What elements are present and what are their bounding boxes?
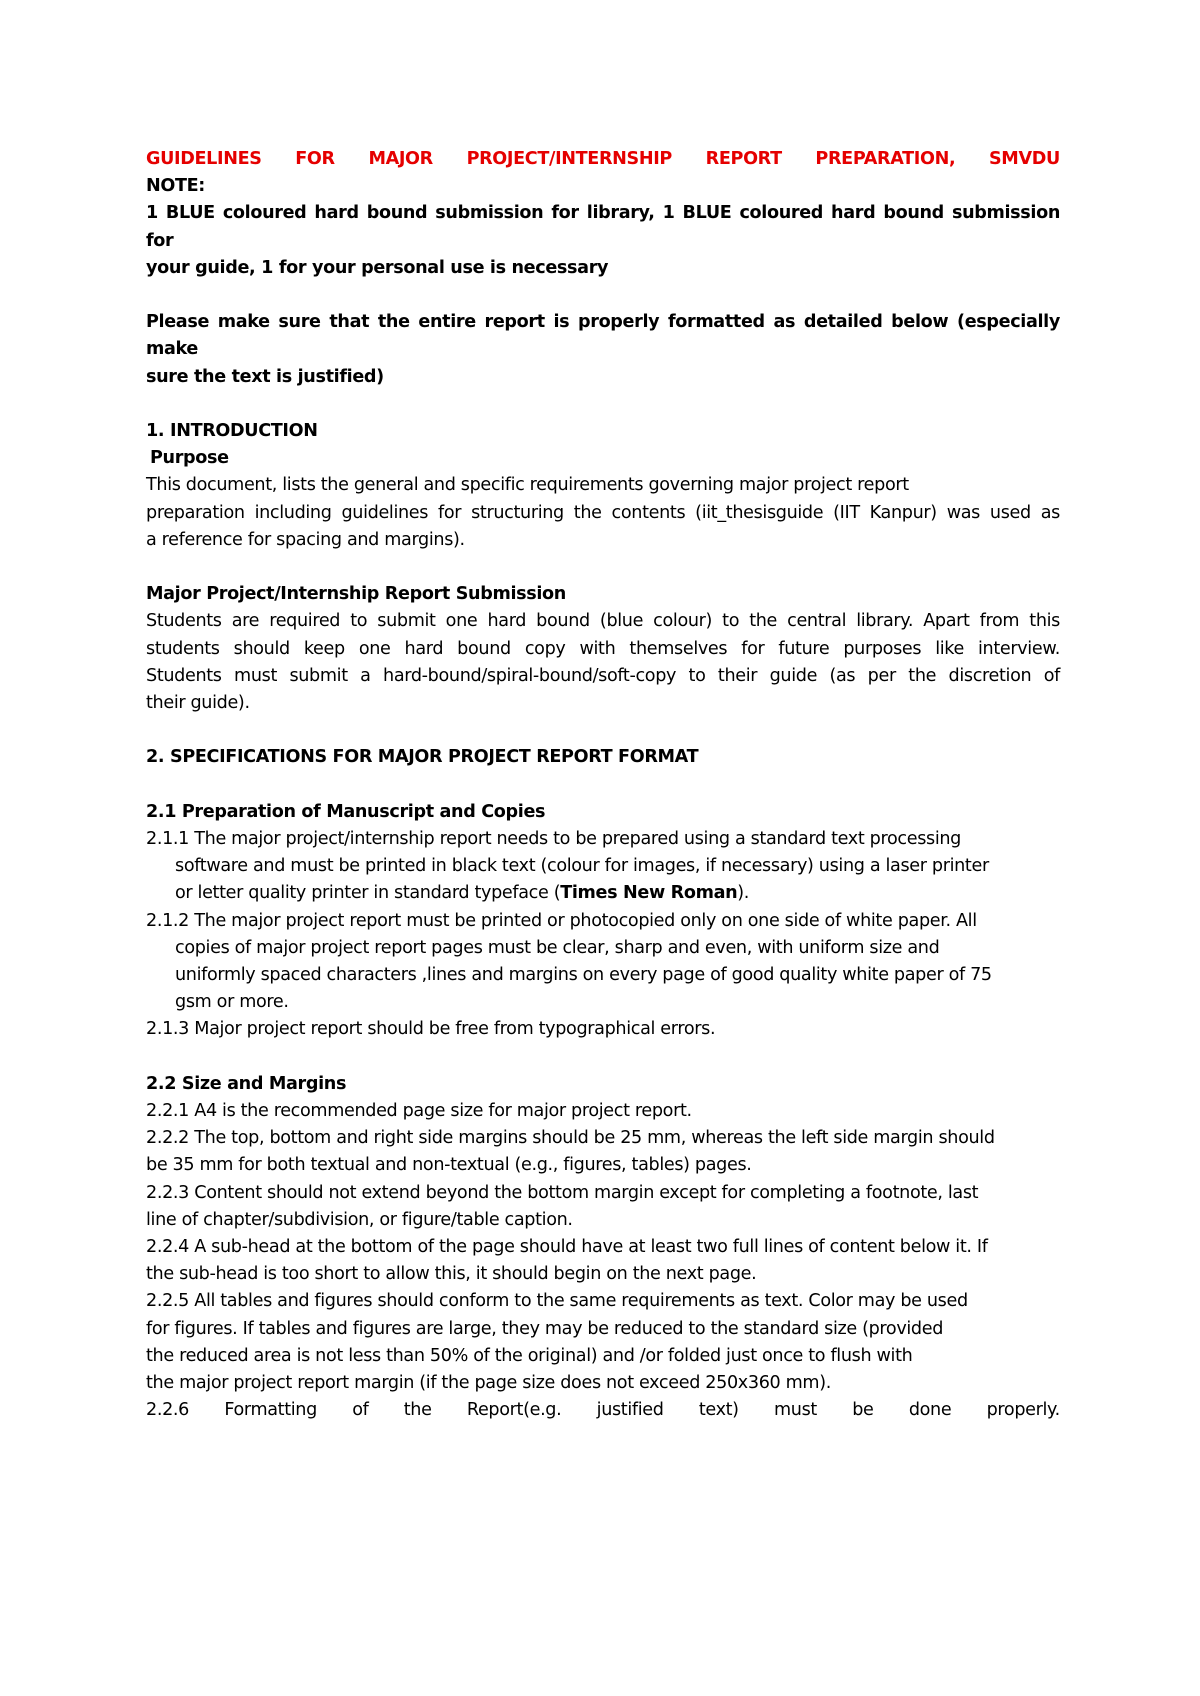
list-item-line: copies of major project report pages must be clear, sharp and even, with uniform size and: [175, 937, 940, 958]
word: Report(e.g.: [466, 1400, 562, 1421]
list-item-line: uniformly spaced characters ,lines and margins on every page of good quality white paper of 75: [175, 965, 992, 986]
note-line: your guide, 1 for your personal use is necessary: [146, 257, 609, 278]
list-item-text: or letter quality printer in standard typeface (: [175, 883, 561, 904]
format-instruction: Please make sure that the entire report is properly formatted as detailed below (especially make: [146, 312, 1060, 360]
format-instruction: sure the text is justified): [146, 366, 384, 387]
paragraph-line: a reference for spacing and margins).: [146, 529, 465, 550]
word: justified: [596, 1400, 664, 1421]
list-item-line: 2.2.5 All tables and figures should conform to the same requirements as text. Color may be used: [146, 1291, 968, 1312]
list-item-line: the reduced area is not less than 50% of the original) and /or folded just once to flush with: [146, 1345, 913, 1366]
title-word: PROJECT/INTERNSHIP: [466, 149, 672, 169]
title-word: REPORT: [705, 149, 782, 169]
title-word: GUIDELINES: [146, 149, 262, 169]
list-item-line: 2.1.1 The major project/internship report needs to be prepared using a standard text processing: [146, 829, 961, 849]
list-item-line: gsm or more.: [175, 992, 289, 1013]
list-item-line: 2.2.1 A4 is the recommended page size for major project report.: [146, 1101, 692, 1122]
paragraph-line: students should keep one hard bound copy with themselves for future purposes like interview.: [146, 638, 1060, 659]
subheading-purpose: Purpose: [150, 448, 229, 469]
word: be: [852, 1400, 874, 1421]
list-item-line: be 35 mm for both textual and non-textual (e.g., figures, tables) pages.: [146, 1155, 752, 1176]
list-item-line: 2.1.3 Major project report should be free from typographical errors.: [146, 1019, 716, 1040]
list-item-line: the sub-head is too short to allow this, it should begin on the next page.: [146, 1264, 757, 1285]
word: must: [773, 1400, 817, 1421]
word: of: [352, 1400, 369, 1421]
note-label: NOTE:: [146, 176, 205, 197]
document-title: [146, 146, 1060, 173]
title-word: SMVDU: [988, 149, 1060, 169]
list-item-line: [146, 880, 1060, 907]
paragraph-line: preparation including guidelines for structuring the contents (iit_thesisguide (IIT Kanpur) was used as: [146, 502, 1060, 523]
paragraph-line: This document, lists the general and specific requirements governing major project report: [146, 475, 909, 496]
list-item-line: 2.2.4 A sub-head at the bottom of the page should have at least two full lines of content below it. If: [146, 1237, 988, 1258]
word: 2.2.6: [146, 1400, 190, 1421]
list-item-line: 2.1.2 The major project report must be printed or photocopied only on one side of white paper. All: [146, 910, 977, 931]
list-item-line: 2.2.2 The top, bottom and right side margins should be 25 mm, whereas the left side margin should: [146, 1128, 995, 1149]
subheading-manuscript: 2.1 Preparation of Manuscript and Copies: [146, 801, 546, 822]
list-item-line: the major project report margin (if the page size does not exceed 250x360 mm).: [146, 1373, 831, 1394]
section-heading-introduction: 1. INTRODUCTION: [146, 421, 318, 441]
note-line: 1 BLUE coloured hard bound submission for library, 1 BLUE coloured hard bound submission for: [146, 203, 1060, 251]
word: the: [403, 1400, 432, 1421]
subheading-size-margins: 2.2 Size and Margins: [146, 1073, 347, 1094]
typeface-name: Times New Roman: [560, 883, 738, 904]
word: done: [908, 1400, 952, 1421]
list-item-line: software and must be printed in black text (colour for images, if necessary) using a laser printer: [175, 856, 989, 877]
document-page: [146, 146, 1060, 1424]
list-item-line: 2.2.3 Content should not extend beyond the bottom margin except for completing a footnote, last: [146, 1182, 979, 1203]
word: Formatting: [224, 1400, 317, 1421]
list-item-line: for figures. If tables and figures are large, they may be reduced to the standard size (provided: [146, 1318, 944, 1339]
word: text): [698, 1400, 739, 1421]
paragraph-line: Students are required to submit one hard bound (blue colour) to the central library. Apart from this: [146, 611, 1060, 632]
list-item-line: line of chapter/subdivision, or figure/table caption.: [146, 1209, 573, 1230]
subheading-submission: Major Project/Internship Report Submission: [146, 584, 566, 605]
paragraph-line: Students must submit a hard-bound/spiral-bound/soft-copy to their guide (as per the discretion of: [146, 665, 1060, 686]
list-item-line: [146, 1397, 1060, 1424]
word: properly.: [986, 1400, 1060, 1421]
title-word: FOR: [295, 149, 335, 169]
list-item-text: ).: [737, 883, 750, 904]
title-word: MAJOR: [368, 149, 433, 169]
section-heading-specifications: 2. SPECIFICATIONS FOR MAJOR PROJECT REPORT FORMAT: [146, 747, 699, 768]
title-word: PREPARATION,: [815, 149, 956, 169]
paragraph-line: their guide).: [146, 693, 250, 714]
